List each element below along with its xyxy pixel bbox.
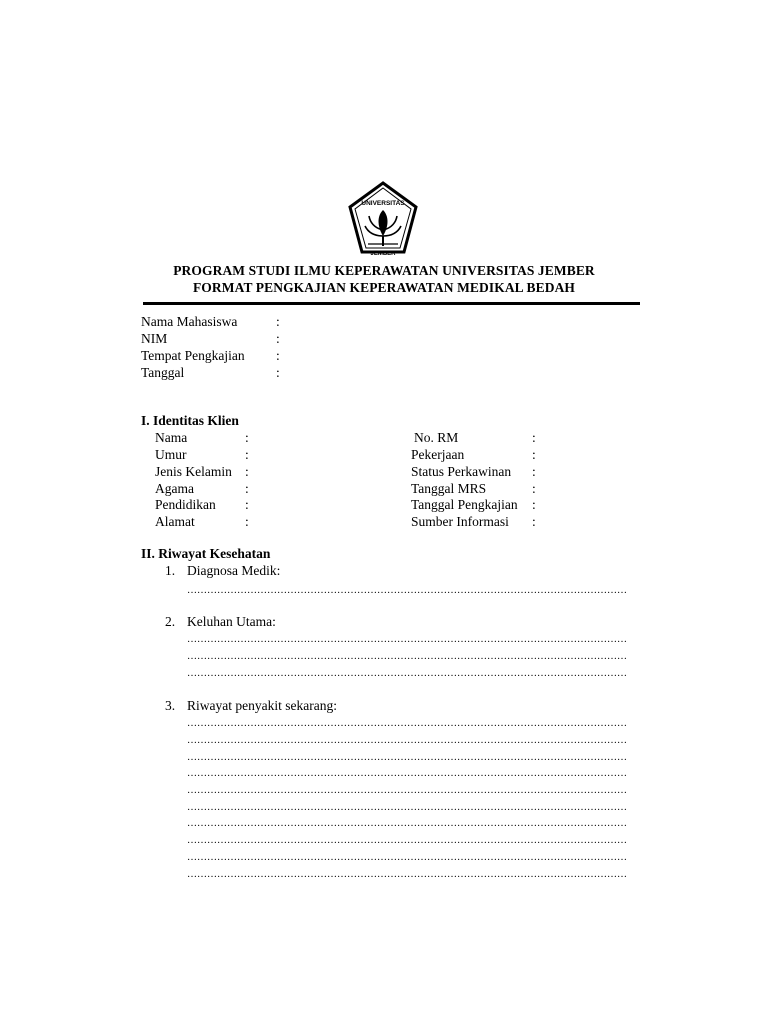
title-line-1: PROGRAM STUDI ILMU KEPERAWATAN UNIVERSITAS JEMBER	[173, 263, 595, 278]
colon: :	[245, 447, 249, 462]
item-number: 1.	[165, 563, 176, 578]
date-label: Tanggal	[141, 365, 185, 380]
dotted-line: ……………………………………………………………………………………………………………………	[187, 735, 627, 746]
assessment-date-label: Tanggal Pengkajian	[411, 497, 518, 512]
dotted-line: ……………………………………………………………………………………………………………………	[187, 752, 627, 763]
colon: :	[532, 430, 536, 445]
address-label: Alamat	[155, 514, 195, 529]
assessment-place-label: Tempat Pengkajian	[141, 348, 245, 363]
colon: :	[245, 481, 249, 496]
chief-complaint-label: Keluhan Utama:	[187, 614, 276, 629]
nim-label: NIM	[141, 331, 168, 346]
colon: :	[276, 348, 280, 363]
student-name-label: Nama Mahasiswa	[141, 314, 238, 329]
colon: :	[532, 497, 536, 512]
dotted-line: ……………………………………………………………………………………………………………………	[187, 785, 627, 796]
dotted-line: ……………………………………………………………………………………………………………………	[187, 869, 627, 880]
header-divider	[143, 302, 640, 305]
section-health-history-heading: II. Riwayat Kesehatan	[141, 546, 271, 561]
dotted-line: ……………………………………………………………………………………………………………………	[187, 852, 627, 863]
dotted-line: ……………………………………………………………………………………………………………………	[187, 802, 627, 813]
colon: :	[276, 314, 280, 329]
colon: :	[276, 365, 280, 380]
colon: :	[532, 514, 536, 529]
colon: :	[245, 497, 249, 512]
admission-date-label: Tanggal MRS	[411, 481, 487, 496]
colon: :	[245, 464, 249, 479]
logo-text-bottom: JEMBER	[370, 251, 396, 257]
age-label: Umur	[155, 447, 187, 462]
dotted-line: ……………………………………………………………………………………………………………………	[187, 835, 627, 846]
dotted-line: ……………………………………………………………………………………………………………………	[187, 651, 627, 662]
colon: :	[532, 447, 536, 462]
dotted-line: ……………………………………………………………………………………………………………………	[187, 818, 627, 829]
colon: :	[532, 464, 536, 479]
section-identity-heading: I. Identitas Klien	[141, 413, 239, 428]
client-name-label: Nama	[155, 430, 188, 445]
medical-diagnosis-label: Diagnosa Medik:	[187, 563, 281, 578]
colon: :	[276, 331, 280, 346]
item-number: 3.	[165, 698, 176, 713]
colon: :	[532, 481, 536, 496]
dotted-line: ……………………………………………………………………………………………………………………	[187, 585, 627, 596]
medical-record-label: No. RM	[414, 430, 459, 445]
title-line-2: FORMAT PENGKAJIAN KEPERAWATAN MEDIKAL BEDAH	[192, 280, 576, 295]
university-logo	[344, 180, 422, 258]
colon: :	[245, 430, 249, 445]
dotted-line: ……………………………………………………………………………………………………………………	[187, 668, 627, 679]
information-source-label: Sumber Informasi	[411, 514, 509, 529]
current-illness-label: Riwayat penyakit sekarang:	[187, 698, 337, 713]
colon: :	[245, 514, 249, 529]
logo-text-top: UNIVERSITAS	[361, 200, 405, 207]
dotted-line: ……………………………………………………………………………………………………………………	[187, 634, 627, 645]
dotted-line: ……………………………………………………………………………………………………………………	[187, 768, 627, 779]
item-number: 2.	[165, 614, 176, 629]
religion-label: Agama	[155, 481, 194, 496]
occupation-label: Pekerjaan	[411, 447, 465, 462]
dotted-line: ……………………………………………………………………………………………………………………	[187, 718, 627, 729]
marital-status-label: Status Perkawinan	[411, 464, 512, 479]
education-label: Pendidikan	[155, 497, 216, 512]
gender-label: Jenis Kelamin	[155, 464, 232, 479]
